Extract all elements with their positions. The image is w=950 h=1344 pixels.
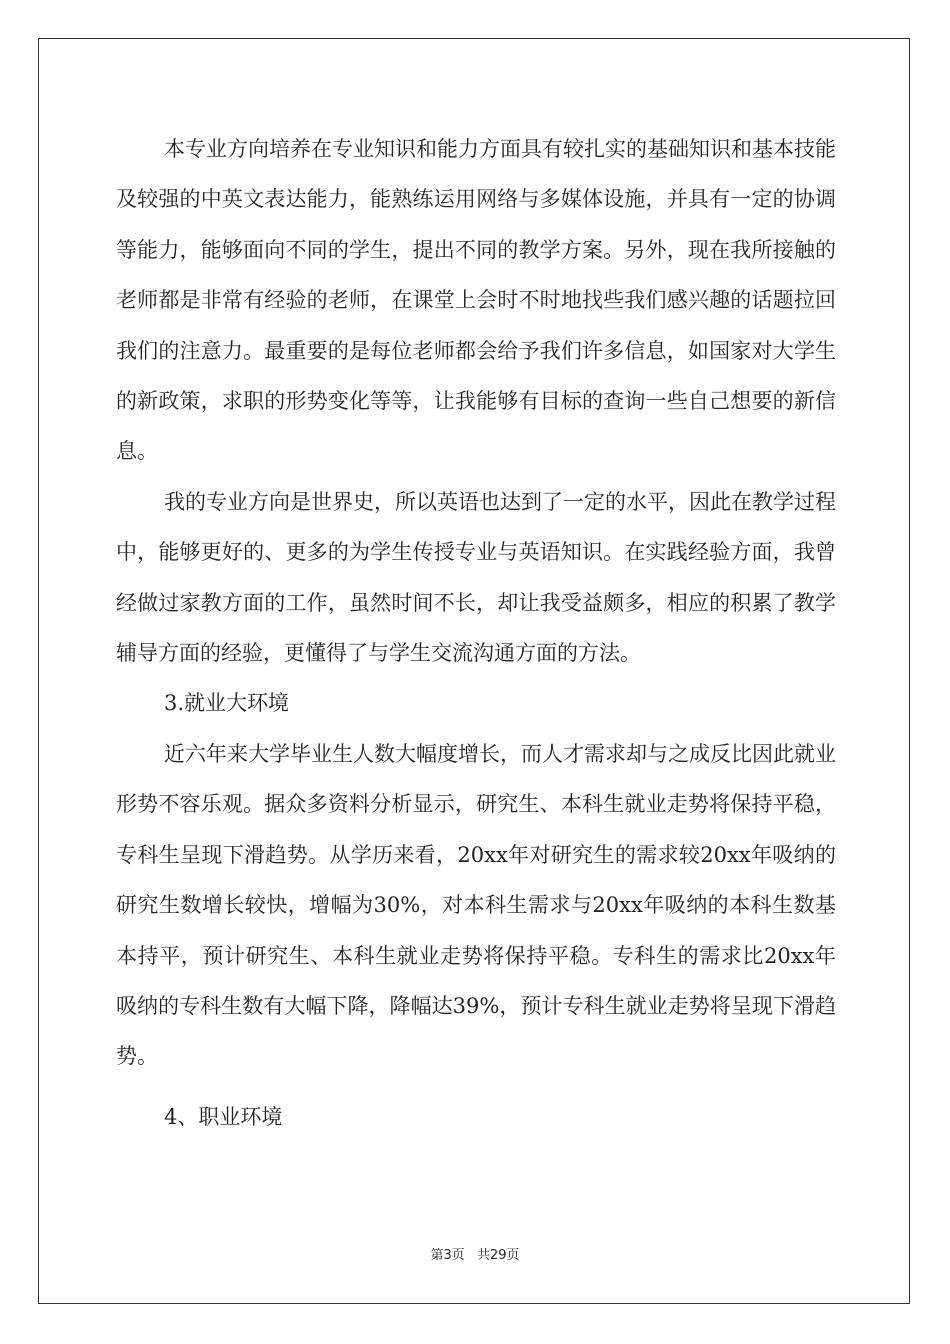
heading-employment-environment: 3.就业大环境 [164,691,290,716]
page-number: 第3页 [430,1248,465,1263]
page-total: 共29页 [476,1248,520,1263]
paragraph-employment-stats: 近六年来大学毕业生人数大幅度增长，而人才需求却与之成反比因此就业形势不容乐观。据众多资料分析显示，研究生、本科生就业走势将保持平稳，专科生呈现下滑趋势。从学历来看，20xx年对研究生的需求较20xx年吸纳的研究生数增长较快，增幅为30%，对本科生需求与20xx年吸纳的本科生数基本持平，预计研究生、本科生就业走势将保持平稳。专科生的需求比20xx年吸纳的专科生数有大幅下降，降幅达39%，预计专科生就业走势将呈现下滑趋势。 [116,741,836,1069]
page-footer [0,1244,950,1263]
paragraph-major-world-history: 我的专业方向是世界史，所以英语也达到了一定的水平，因此在教学过程中，能够更好的、更多的为学生传授专业与英语知识。在实践经验方面，我曾经做过家教方面的工作，虽然时间不长，却让我受益颇多，相应的积累了教学辅导方面的经验，更懂得了与学生交流沟通方面的方法。 [116,489,836,666]
paragraph-curriculum: 本专业方向培养在专业知识和能力方面具有较扎实的基础知识和基本技能及较强的中英文表达能力，能熟练运用网络与多媒体设施，并具有一定的协调等能力，能够面向不同的学生，提出不同的教学方案。另外，现在我所接触的老师都是非常有经验的老师，在课堂上会时不时地找些我们感兴趣的话题拉回我们的注意力。最重要的是每位老师都会给予我们许多信息，如国家对大学生的新政策，求职的形势变化等等，让我能够有目标的查询一些自己想要的新信息。 [116,137,836,464]
document-body [116,124,836,1142]
heading-career-environment: 4、职业环境 [164,1104,283,1129]
